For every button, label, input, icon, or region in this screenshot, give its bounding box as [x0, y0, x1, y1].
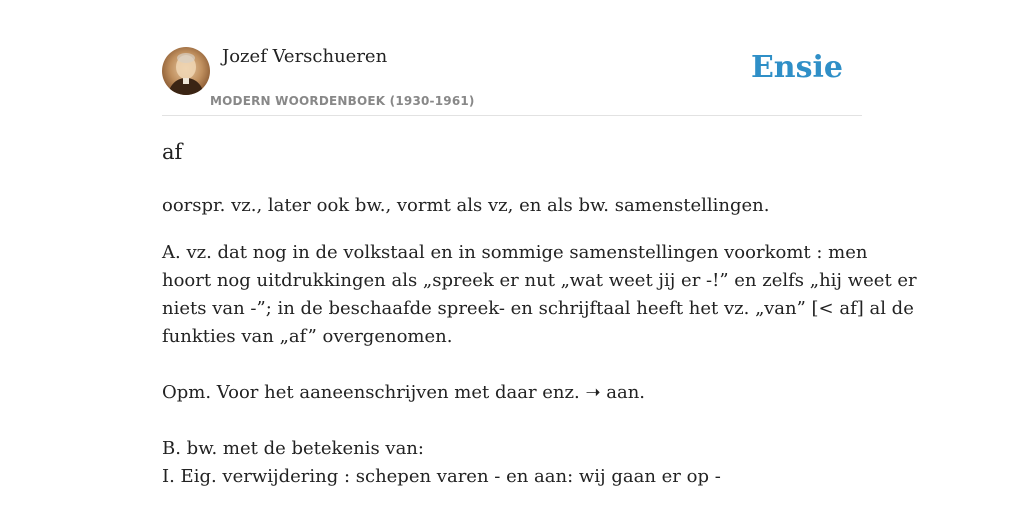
entry-term: af	[162, 140, 183, 164]
definition-line: niets van -”; in de beschaafde spreek- en schrijftaal heeft het vz. „van” [< af] al de	[162, 298, 914, 319]
definition-line: B. bw. met de betekenis van:	[162, 438, 424, 459]
ensie-logo[interactable]: Ensie	[750, 50, 843, 85]
author-portrait-icon	[162, 47, 210, 95]
definition-line: funkties van „af” overgenomen.	[162, 326, 453, 347]
author-name[interactable]: Jozef Verschueren	[222, 46, 388, 67]
definition-note	[162, 379, 862, 407]
entry-header	[162, 0, 862, 116]
author-avatar[interactable]	[162, 47, 210, 95]
definition-section-a	[162, 239, 917, 351]
definition-line: oorspr. vz., later ook bw., vormt als vz, en als bw. samenstellingen.	[162, 195, 770, 216]
page-container	[162, 0, 917, 512]
definition-section-b	[162, 435, 862, 491]
dictionary-source[interactable]: MODERN WOORDENBOEK (1930-1961)	[210, 94, 475, 108]
definition-line: I. Eig. verwijdering : schepen varen - en aan: wij gaan er op -	[162, 466, 721, 487]
definition-line: hoort nog uitdrukkingen als „spreek er nut „wat weet jij er -!” en zelfs „hij weet er	[162, 270, 917, 291]
definition-intro	[162, 192, 862, 220]
definition-line: Opm. Voor het aaneenschrijven met daar enz. ➝ aan.	[162, 382, 646, 403]
definition-line: A. vz. dat nog in de volkstaal en in sommige samenstellingen voorkomt : men	[162, 242, 868, 263]
